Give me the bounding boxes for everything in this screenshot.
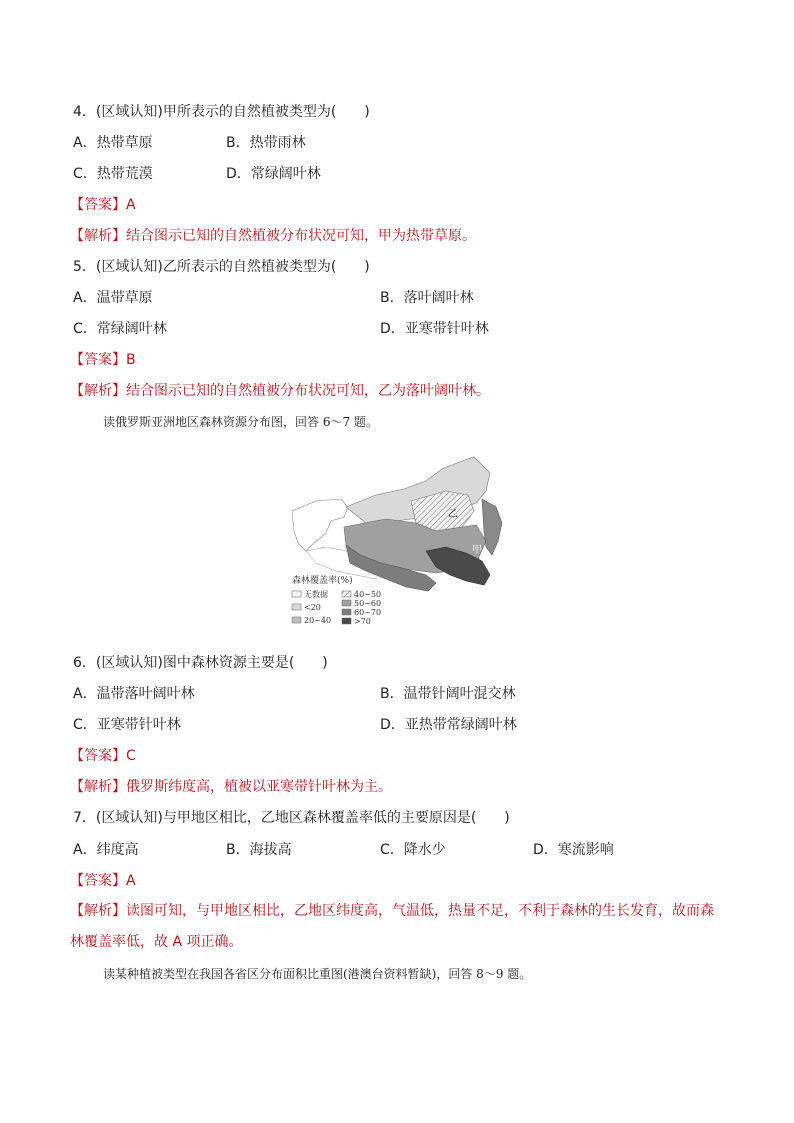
answer-label: 【答案】 xyxy=(70,873,126,889)
answer-value: A xyxy=(126,873,136,889)
q4-option-b: B．热带雨林 xyxy=(226,135,306,151)
q6-answer xyxy=(70,747,136,765)
q5-option-b: B．落叶阔叶林 xyxy=(380,290,474,306)
answer-label: 【答案】 xyxy=(70,197,126,213)
analysis-text: 俄罗斯纬度高，植被以亚寒带针叶林为主。 xyxy=(126,779,392,795)
q7-option-b: B．海拔高 xyxy=(226,842,292,858)
analysis-text: 读图可知，与甲地区相比，乙地区纬度高，气温低，热量不足，不利于森林的生长发育，故而森林覆盖率低，故 A 项正确。 xyxy=(70,903,714,950)
q4-option-d: D．常绿阔叶林 xyxy=(226,166,321,182)
analysis-text: 结合图示已知的自然植被分布状况可知，甲为热带草原。 xyxy=(126,228,476,244)
q7-option-d: D．寒流影响 xyxy=(533,842,614,858)
analysis-text: 结合图示已知的自然植被分布状况可知，乙为落叶阔叶林。 xyxy=(126,383,490,399)
q5-option-d: D．亚寒带针叶林 xyxy=(380,321,489,337)
q6-option-a: A．温带落叶阔叶林 xyxy=(73,686,195,702)
q6-stem: 6．(区域认知)图中森林资源主要是( ) xyxy=(73,655,328,671)
q7-answer xyxy=(70,872,136,890)
q7-option-a: A．纬度高 xyxy=(73,842,139,858)
q5-stem: 5．(区域认知)乙所表示的自然植被类型为( ) xyxy=(73,259,370,275)
q6-analysis xyxy=(70,778,392,796)
legend-swatch-50-60 xyxy=(342,600,351,606)
intro-8-9: 读某种植被类型在我国各省区分布面积比重图(港澳台资料暂缺)，回答 8～9 题。 xyxy=(103,967,532,981)
map-label-jia: 甲 xyxy=(472,545,482,556)
analysis-label: 【解析】 xyxy=(70,228,126,244)
intro-6-7: 读俄罗斯亚洲地区森林资源分布图，回答 6～7 题。 xyxy=(103,415,378,429)
q5-option-a: A．温带草原 xyxy=(73,290,153,306)
legend-label-gt70: >70 xyxy=(354,617,371,626)
q5-option-c: C．常绿阔叶林 xyxy=(73,321,167,337)
legend-label-40-50: 40~50 xyxy=(354,590,382,599)
legend-swatch-20-40 xyxy=(292,617,301,623)
q4-analysis xyxy=(70,227,476,245)
q7-option-c: C．降水少 xyxy=(380,842,446,858)
russia-forest-map xyxy=(286,451,512,637)
legend-label-lt20: <20 xyxy=(304,603,321,612)
q6-option-c: C．亚寒带针叶林 xyxy=(73,717,181,733)
legend-title: 森林覆盖率(%) xyxy=(292,576,353,586)
q4-answer xyxy=(70,196,136,214)
analysis-label: 【解析】 xyxy=(70,903,126,919)
legend-label-20-40: 20~40 xyxy=(304,616,332,625)
analysis-label: 【解析】 xyxy=(70,779,126,795)
answer-label: 【答案】 xyxy=(70,352,126,368)
q4-option-a: A．热带草原 xyxy=(73,135,153,151)
analysis-label: 【解析】 xyxy=(70,383,126,399)
q6-option-b: B．温带针阔叶混交林 xyxy=(380,686,516,702)
legend-swatch-40-50 xyxy=(342,591,351,597)
legend-label-60-70: 60~70 xyxy=(354,608,382,617)
legend-label-nodata: 无数据 xyxy=(304,590,328,599)
legend-swatch-lt20 xyxy=(292,604,301,610)
q7-stem: 7．(区域认知)与甲地区相比，乙地区森林覆盖率低的主要原因是( ) xyxy=(73,810,510,826)
q4-option-c: C．热带荒漠 xyxy=(73,166,153,182)
q5-answer xyxy=(70,351,136,369)
q7-analysis xyxy=(70,896,720,958)
legend-swatch-gt70 xyxy=(342,618,351,624)
q5-analysis xyxy=(70,382,490,400)
answer-value: C xyxy=(126,748,136,764)
legend-swatch-nodata xyxy=(292,591,301,597)
answer-value: A xyxy=(126,197,136,213)
map-label-yi: 乙 xyxy=(448,509,458,520)
answer-value: B xyxy=(126,352,136,368)
legend-swatch-60-70 xyxy=(342,609,351,615)
q4-stem: 4．(区域认知)甲所表示的自然植被类型为( ) xyxy=(73,104,370,120)
q6-option-d: D．亚热带常绿阔叶林 xyxy=(380,717,517,733)
legend-label-50-60: 50~60 xyxy=(354,599,382,608)
answer-label: 【答案】 xyxy=(70,748,126,764)
